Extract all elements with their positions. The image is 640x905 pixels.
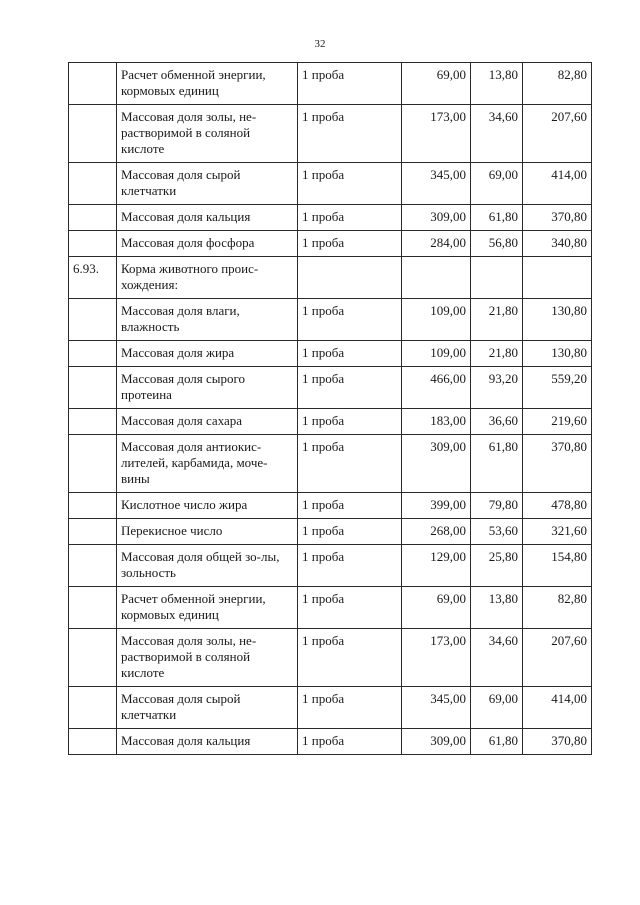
table-row bbox=[69, 687, 592, 729]
price-with-vat-cell: 130,80 bbox=[523, 341, 592, 367]
vat-amount-cell: 61,80 bbox=[471, 435, 523, 493]
price-with-vat-cell: 340,80 bbox=[523, 231, 592, 257]
row-number-cell bbox=[69, 435, 117, 493]
price-without-vat-cell: 109,00 bbox=[402, 299, 471, 341]
price-without-vat-cell bbox=[402, 257, 471, 299]
service-name-cell: Корма животного проис-хождения: bbox=[117, 257, 298, 299]
table-row bbox=[69, 257, 592, 299]
row-number-cell bbox=[69, 587, 117, 629]
price-with-vat-cell: 370,80 bbox=[523, 435, 592, 493]
service-name-cell: Массовая доля жира bbox=[117, 341, 298, 367]
unit-cell: 1 проба bbox=[298, 687, 402, 729]
price-with-vat-cell: 414,00 bbox=[523, 163, 592, 205]
price-with-vat-cell: 207,60 bbox=[523, 629, 592, 687]
row-number-cell bbox=[69, 341, 117, 367]
service-name-cell: Расчет обменной энергии, кормовых единиц bbox=[117, 63, 298, 105]
table-body bbox=[69, 63, 592, 755]
service-name-cell: Кислотное число жира bbox=[117, 493, 298, 519]
price-without-vat-cell: 173,00 bbox=[402, 629, 471, 687]
price-with-vat-cell: 219,60 bbox=[523, 409, 592, 435]
vat-amount-cell: 34,60 bbox=[471, 629, 523, 687]
table-row bbox=[69, 299, 592, 341]
vat-amount-cell: 61,80 bbox=[471, 205, 523, 231]
vat-amount-cell: 25,80 bbox=[471, 545, 523, 587]
vat-amount-cell: 21,80 bbox=[471, 341, 523, 367]
price-with-vat-cell: 559,20 bbox=[523, 367, 592, 409]
service-name-cell: Массовая доля сырого протеина bbox=[117, 367, 298, 409]
price-without-vat-cell: 309,00 bbox=[402, 435, 471, 493]
service-name-cell: Массовая доля золы, не-растворимой в соляной кислоте bbox=[117, 629, 298, 687]
row-number-cell bbox=[69, 299, 117, 341]
price-without-vat-cell: 173,00 bbox=[402, 105, 471, 163]
unit-cell: 1 проба bbox=[298, 629, 402, 687]
price-without-vat-cell: 69,00 bbox=[402, 63, 471, 105]
row-number-cell bbox=[69, 163, 117, 205]
table-row bbox=[69, 587, 592, 629]
row-number-cell: 6.93. bbox=[69, 257, 117, 299]
vat-amount-cell: 79,80 bbox=[471, 493, 523, 519]
vat-amount-cell: 61,80 bbox=[471, 729, 523, 755]
service-name-cell: Расчет обменной энергии, кормовых единиц bbox=[117, 587, 298, 629]
service-name-cell: Массовая доля кальция bbox=[117, 729, 298, 755]
unit-cell: 1 проба bbox=[298, 231, 402, 257]
unit-cell: 1 проба bbox=[298, 519, 402, 545]
price-without-vat-cell: 284,00 bbox=[402, 231, 471, 257]
vat-amount-cell bbox=[471, 257, 523, 299]
row-number-cell bbox=[69, 687, 117, 729]
service-name-cell: Массовая доля фосфора bbox=[117, 231, 298, 257]
price-with-vat-cell: 154,80 bbox=[523, 545, 592, 587]
price-without-vat-cell: 183,00 bbox=[402, 409, 471, 435]
row-number-cell bbox=[69, 519, 117, 545]
service-name-cell: Массовая доля сырой клетчатки bbox=[117, 687, 298, 729]
vat-amount-cell: 13,80 bbox=[471, 587, 523, 629]
unit-cell: 1 проба bbox=[298, 367, 402, 409]
table-row bbox=[69, 341, 592, 367]
price-with-vat-cell: 370,80 bbox=[523, 205, 592, 231]
vat-amount-cell: 56,80 bbox=[471, 231, 523, 257]
service-name-cell: Массовая доля сырой клетчатки bbox=[117, 163, 298, 205]
vat-amount-cell: 21,80 bbox=[471, 299, 523, 341]
price-without-vat-cell: 129,00 bbox=[402, 545, 471, 587]
price-with-vat-cell: 414,00 bbox=[523, 687, 592, 729]
service-name-cell: Массовая доля влаги, влажность bbox=[117, 299, 298, 341]
price-with-vat-cell: 130,80 bbox=[523, 299, 592, 341]
table-row bbox=[69, 629, 592, 687]
unit-cell: 1 проба bbox=[298, 493, 402, 519]
table-row bbox=[69, 163, 592, 205]
price-without-vat-cell: 309,00 bbox=[402, 729, 471, 755]
price-with-vat-cell bbox=[523, 257, 592, 299]
price-table bbox=[68, 62, 592, 755]
row-number-cell bbox=[69, 729, 117, 755]
price-without-vat-cell: 345,00 bbox=[402, 163, 471, 205]
price-with-vat-cell: 207,60 bbox=[523, 105, 592, 163]
price-with-vat-cell: 82,80 bbox=[523, 63, 592, 105]
vat-amount-cell: 93,20 bbox=[471, 367, 523, 409]
vat-amount-cell: 69,00 bbox=[471, 163, 523, 205]
vat-amount-cell: 34,60 bbox=[471, 105, 523, 163]
unit-cell: 1 проба bbox=[298, 409, 402, 435]
row-number-cell bbox=[69, 493, 117, 519]
table-row bbox=[69, 493, 592, 519]
price-without-vat-cell: 69,00 bbox=[402, 587, 471, 629]
unit-cell: 1 проба bbox=[298, 163, 402, 205]
unit-cell: 1 проба bbox=[298, 299, 402, 341]
row-number-cell bbox=[69, 105, 117, 163]
row-number-cell bbox=[69, 231, 117, 257]
page-number: 32 bbox=[314, 38, 326, 50]
price-with-vat-cell: 478,80 bbox=[523, 493, 592, 519]
row-number-cell bbox=[69, 629, 117, 687]
unit-cell: 1 проба bbox=[298, 341, 402, 367]
unit-cell: 1 проба bbox=[298, 63, 402, 105]
price-without-vat-cell: 466,00 bbox=[402, 367, 471, 409]
service-name-cell: Массовая доля золы, не-растворимой в соляной кислоте bbox=[117, 105, 298, 163]
table-row bbox=[69, 729, 592, 755]
table-row bbox=[69, 63, 592, 105]
price-with-vat-cell: 370,80 bbox=[523, 729, 592, 755]
price-with-vat-cell: 321,60 bbox=[523, 519, 592, 545]
vat-amount-cell: 36,60 bbox=[471, 409, 523, 435]
price-without-vat-cell: 268,00 bbox=[402, 519, 471, 545]
table-row bbox=[69, 545, 592, 587]
service-name-cell: Перекисное число bbox=[117, 519, 298, 545]
service-name-cell: Массовая доля сахара bbox=[117, 409, 298, 435]
row-number-cell bbox=[69, 367, 117, 409]
unit-cell: 1 проба bbox=[298, 435, 402, 493]
table-row bbox=[69, 105, 592, 163]
row-number-cell bbox=[69, 205, 117, 231]
vat-amount-cell: 13,80 bbox=[471, 63, 523, 105]
row-number-cell bbox=[69, 63, 117, 105]
vat-amount-cell: 53,60 bbox=[471, 519, 523, 545]
unit-cell: 1 проба bbox=[298, 587, 402, 629]
table-row bbox=[69, 519, 592, 545]
unit-cell: 1 проба bbox=[298, 105, 402, 163]
price-with-vat-cell: 82,80 bbox=[523, 587, 592, 629]
row-number-cell bbox=[69, 545, 117, 587]
row-number-cell bbox=[69, 409, 117, 435]
unit-cell: 1 проба bbox=[298, 545, 402, 587]
service-name-cell: Массовая доля общей зо-лы, зольность bbox=[117, 545, 298, 587]
table-row bbox=[69, 435, 592, 493]
table-row bbox=[69, 367, 592, 409]
unit-cell: 1 проба bbox=[298, 729, 402, 755]
price-without-vat-cell: 399,00 bbox=[402, 493, 471, 519]
table-row bbox=[69, 409, 592, 435]
price-without-vat-cell: 345,00 bbox=[402, 687, 471, 729]
price-without-vat-cell: 109,00 bbox=[402, 341, 471, 367]
vat-amount-cell: 69,00 bbox=[471, 687, 523, 729]
service-name-cell: Массовая доля антиокис-лителей, карбамида, моче-вины bbox=[117, 435, 298, 493]
service-name-cell: Массовая доля кальция bbox=[117, 205, 298, 231]
unit-cell bbox=[298, 257, 402, 299]
price-without-vat-cell: 309,00 bbox=[402, 205, 471, 231]
unit-cell: 1 проба bbox=[298, 205, 402, 231]
table-row bbox=[69, 205, 592, 231]
table-row bbox=[69, 231, 592, 257]
